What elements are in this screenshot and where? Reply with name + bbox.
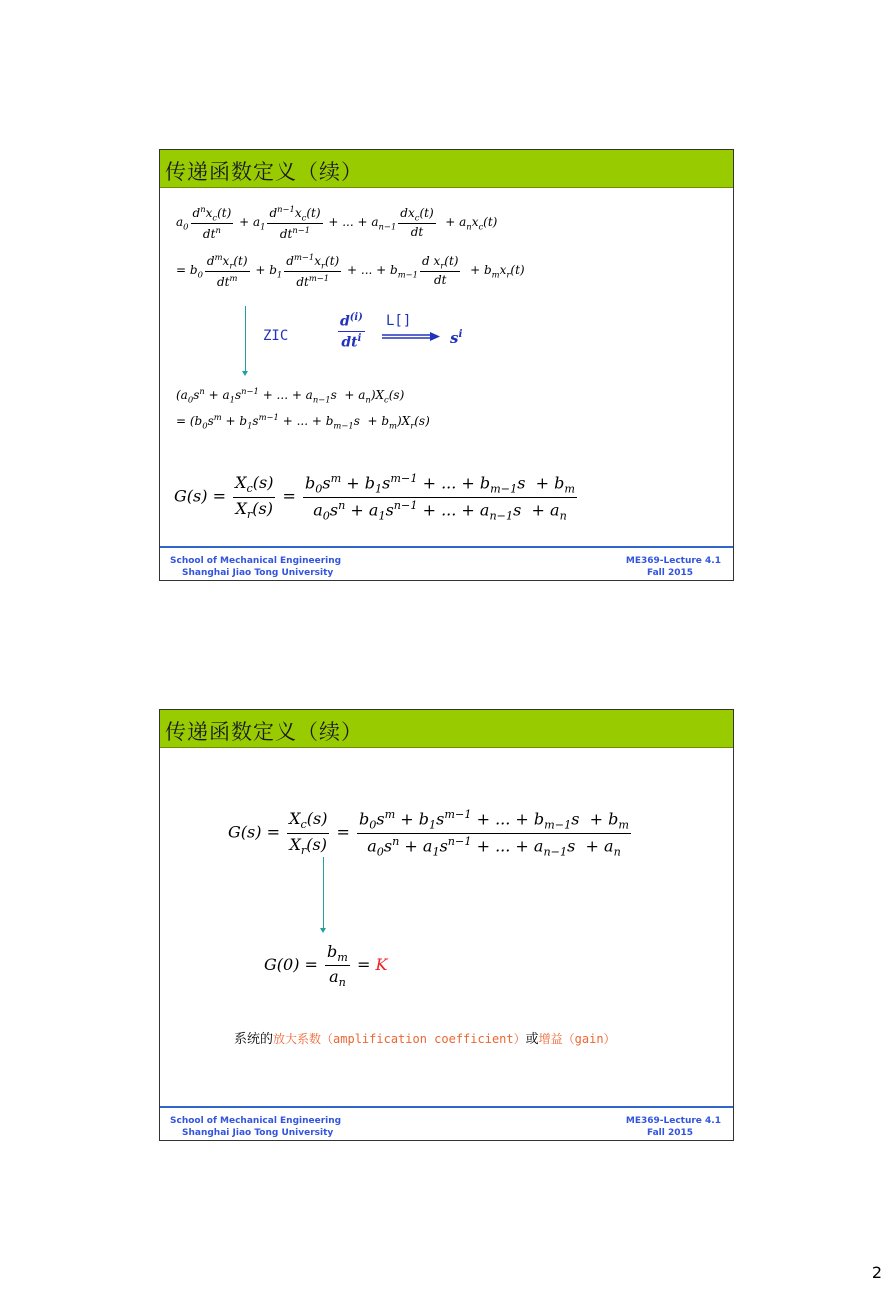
slide-title-bar — [160, 150, 733, 188]
footer-divider — [160, 546, 733, 548]
gain-caption — [234, 1028, 616, 1047]
laplace-label: L[] — [386, 313, 412, 329]
page-number: 2 — [871, 1263, 882, 1282]
slide-1 — [159, 149, 734, 581]
ode-right-side: = $b_0$ $\frac{d^mx_r(t)}{dt^m}$ + $b_1$ $\frac{d^{m-1}x_r(t)}{dt^{m-1}}$ + ... + $b_{m-1}$ $\frac{d x_r(t)}{dt}$ + $b_mx_r(t)$ — [176, 252, 525, 290]
gain-arrow-head — [320, 928, 326, 933]
transfer-function: G(s) = $\frac{X_c(s)}{X_r(s)}$ = $\frac{b_0s^m + b_1s^{m-1} + ... + b_{m-1}s + b_m}{a_0s^n + a_1s^{n-1} + ... + a_{n-1}s + a_n}$ — [174, 472, 575, 523]
caption-or: 或 — [525, 1032, 539, 1047]
caption-amplification: 放大系数（amplification coefficient） — [273, 1032, 526, 1046]
transfer-function: G(s) = $\frac{X_c(s)}{X_r(s)}$ = $\frac{b_0s^m + b_1s^{m-1} + ... + b_{m-1}s + b_m}{a_0s^n + a_1s^{n-1} + ... + a_{n-1}s + a_n}$ — [228, 808, 629, 859]
footer-term: Fall 2015 — [646, 1128, 693, 1138]
caption-gain: 增益（gain） — [538, 1032, 616, 1046]
footer-divider — [160, 1106, 733, 1108]
gain-arrow-line — [323, 857, 324, 929]
slide-title: 传递函数定义（续） — [165, 720, 363, 744]
footer-term: Fall 2015 — [646, 568, 693, 578]
laplace-arrow-icon — [382, 332, 440, 342]
laplace-equation-left: ($a_0s^n + a_1s^{n-1}$ + ... + $a_{n-1}s + a_n)X_c(s)$ — [176, 386, 405, 405]
footer-university: Shanghai Jiao Tong University — [182, 1128, 334, 1138]
slide-title: 传递函数定义（续） — [165, 160, 363, 184]
footer-school: School of Mechanical Engineering — [170, 556, 342, 566]
footer-course: ME369-Lecture 4.1 — [625, 556, 721, 566]
derivative-operator: $\frac{d^{(i)}}{dt^i}$ — [340, 312, 363, 351]
gain-symbol: K — [375, 955, 388, 975]
caption-prefix: 系统的 — [234, 1032, 274, 1047]
footer-school: School of Mechanical Engineering — [170, 1116, 342, 1126]
slide-2 — [159, 709, 734, 1141]
slide-title-bar — [160, 710, 733, 748]
s-power-i: $s^i$ — [450, 328, 463, 347]
transform-arrow-line — [245, 306, 246, 372]
dc-gain-equation: G(0) = $\frac{b_m}{a_n}$ = K — [264, 942, 388, 990]
ode-left-side: $a_0$ $\frac{d^nx_c(t)}{dt^n}$ + $a_1$ $\frac{d^{n-1}x_c(t)}{dt^{n-1}}$ + ... + $a_{n-1}$ $\frac{dx_c(t)}{dt}$ + $a_nx_c(t)$ — [176, 204, 498, 242]
footer-course: ME369-Lecture 4.1 — [625, 1116, 721, 1126]
zic-label: ZIC — [263, 328, 289, 344]
transform-arrow-head — [242, 371, 248, 376]
footer-university: Shanghai Jiao Tong University — [182, 568, 334, 578]
laplace-equation-right: = ($b_0s^m + b_1s^{m-1}$ + ... + $b_{m-1}s + b_m)X_r(s)$ — [176, 412, 430, 431]
